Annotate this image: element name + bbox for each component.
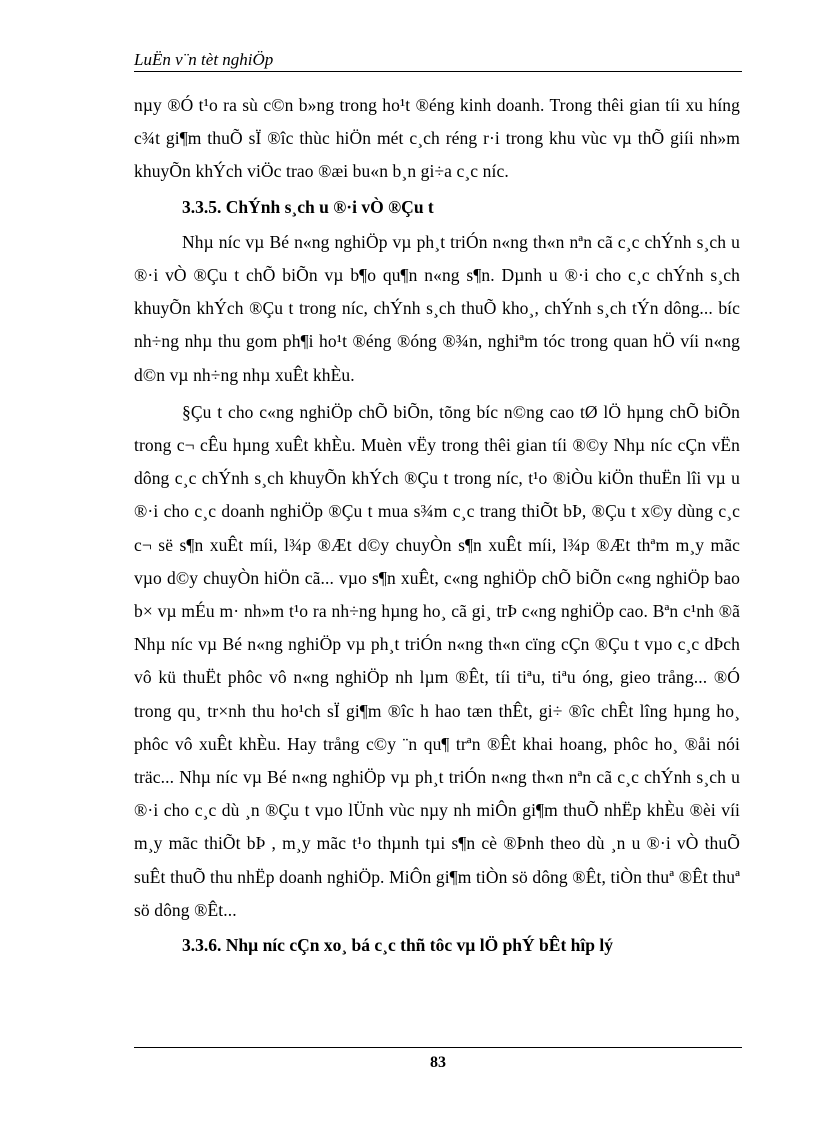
paragraph-intro: nµy ®Ó t¹o ra sù c©n b»ng trong ho¹t ®éng kinh doanh. Trong thêi gian tíi xu híng c¾t gi¶m thuÕ sÏ ®îc thùc hiÖn mét c¸ch réng r·i trong khu vùc vµ thÕ giíi nh»m khuyÕn khÝch viÖc trao ®æi bu«n b¸n gi÷a c¸c níc. [134,95,740,182]
paragraph-processing-investment: §Çu t cho c«ng nghiÖp chÕ biÕn, tõng bíc n©ng cao tØ lÖ hµng chÕ biÕn trong c¬ cÊu hµng xuÊt khÈu. Muèn vËy trong thêi gian tíi ®©y Nhµ níc cÇn vËn dông c¸c chÝnh s¸ch khuyÕn khÝch ®Çu t trong níc, t¹o ®iÒu kiÖn thuËn lîi vµ u ®·i cho c¸c doanh nghiÖp ®Çu t mua s¾m c¸c trang thiÕt bÞ, ®Çu t x©y dùng c¸c c¬ së s¶n xuÊt míi, l¾p ®Æt d©y chuyÒn s¶n xuÊt míi, l¾p ®Æt thªm m¸y mãc vµo d©y chuyÒn hiÖn cã... vµo s¶n xuÊt, c«ng nghiÖp chÕ biÕn c«ng nghiÖp bao b× vµ mÉu m· nh»m t¹o ra nh÷ng hµng ho¸ cã gi¸ trÞ c«ng nghiÖp cao. Bªn c¹nh ®ã Nhµ níc vµ Bé n«ng nghiÖp vµ ph¸t triÓn n«ng th«n cïng cÇn ®Çu t vµo c¸c dÞch vô kü thuËt phôc vô n«ng nghiÖp nh lµm ®Êt, tíi tiªu, tiªu óng, gieo trång... ®Ó trong qu¸ tr×nh thu ho¹ch sÏ gi¶m ®îc h hao tæn thÊt, gi÷ ®îc chÊt lîng hµng ho¸ phôc vô xuÊt khÈu. Hay trång c©y ¨n qu¶ trªn ®Êt khai hoang, phôc ho¸ ®åi nói träc... Nhµ níc vµ Bé n«ng nghiÖp vµ ph¸t triÓn n«ng th«n nªn cã c¸c chÝnh s¸ch u ®·i cho c¸c dù ¸n ®Çu t vµo lÜnh vùc nµy nh miÔn gi¶m thuÕ nhËp khÈu ®èi víi m¸y mãc thiÕt bÞ , m¸y mãc t¹o thµnh tµi s¶n cè ®Þnh theo dù ¸n u ®·i vÒ thuÕ suÊt thuÕ thu nhËp doanh nghiÖp. MiÔn gi¶m tiÒn sö dông ®Êt, tiÒn thuª ®Êt thuª sö dông ®Êt... [134,401,740,920]
page-header-title: LuËn v¨n tèt nghiÖp [134,50,274,69]
paragraph-investment-policy: Nhµ níc vµ Bé n«ng nghiÖp vµ ph¸t triÓn n«ng th«n nªn cã c¸c chÝnh s¸ch u ®·i vÒ ®Çu t chÕ biÕn vµ b¶o qu¶n n«ng s¶n. Dµnh u ®·i cho c¸c chÝnh s¸ch khuyÕn khÝch ®Çu t trong níc, chÝnh s¸ch thuÕ kho¸, chÝnh s¸ch tÝn dông... bíc nh÷ng nhµ thu gom ph¶i ho¹t ®éng ®óng ®¾n, nghiªm tóc trong quan hÖ víi n«ng d©n vµ nh÷ng nhµ xuÊt khÈu. [134,231,740,385]
footer-divider [134,1047,742,1048]
header-divider [134,71,742,72]
document-body [134,89,740,962]
section-heading-3-3-6: 3.3.6. Nhµ níc cÇn xo¸ bá c¸c thñ tôc vµ lÖ phÝ bÊt hîp lý [182,935,613,956]
section-heading-3-3-5: 3.3.5. ChÝnh s¸ch u ®·i vÒ ®Çu t [182,196,434,217]
page-number: 83 [430,1054,446,1071]
